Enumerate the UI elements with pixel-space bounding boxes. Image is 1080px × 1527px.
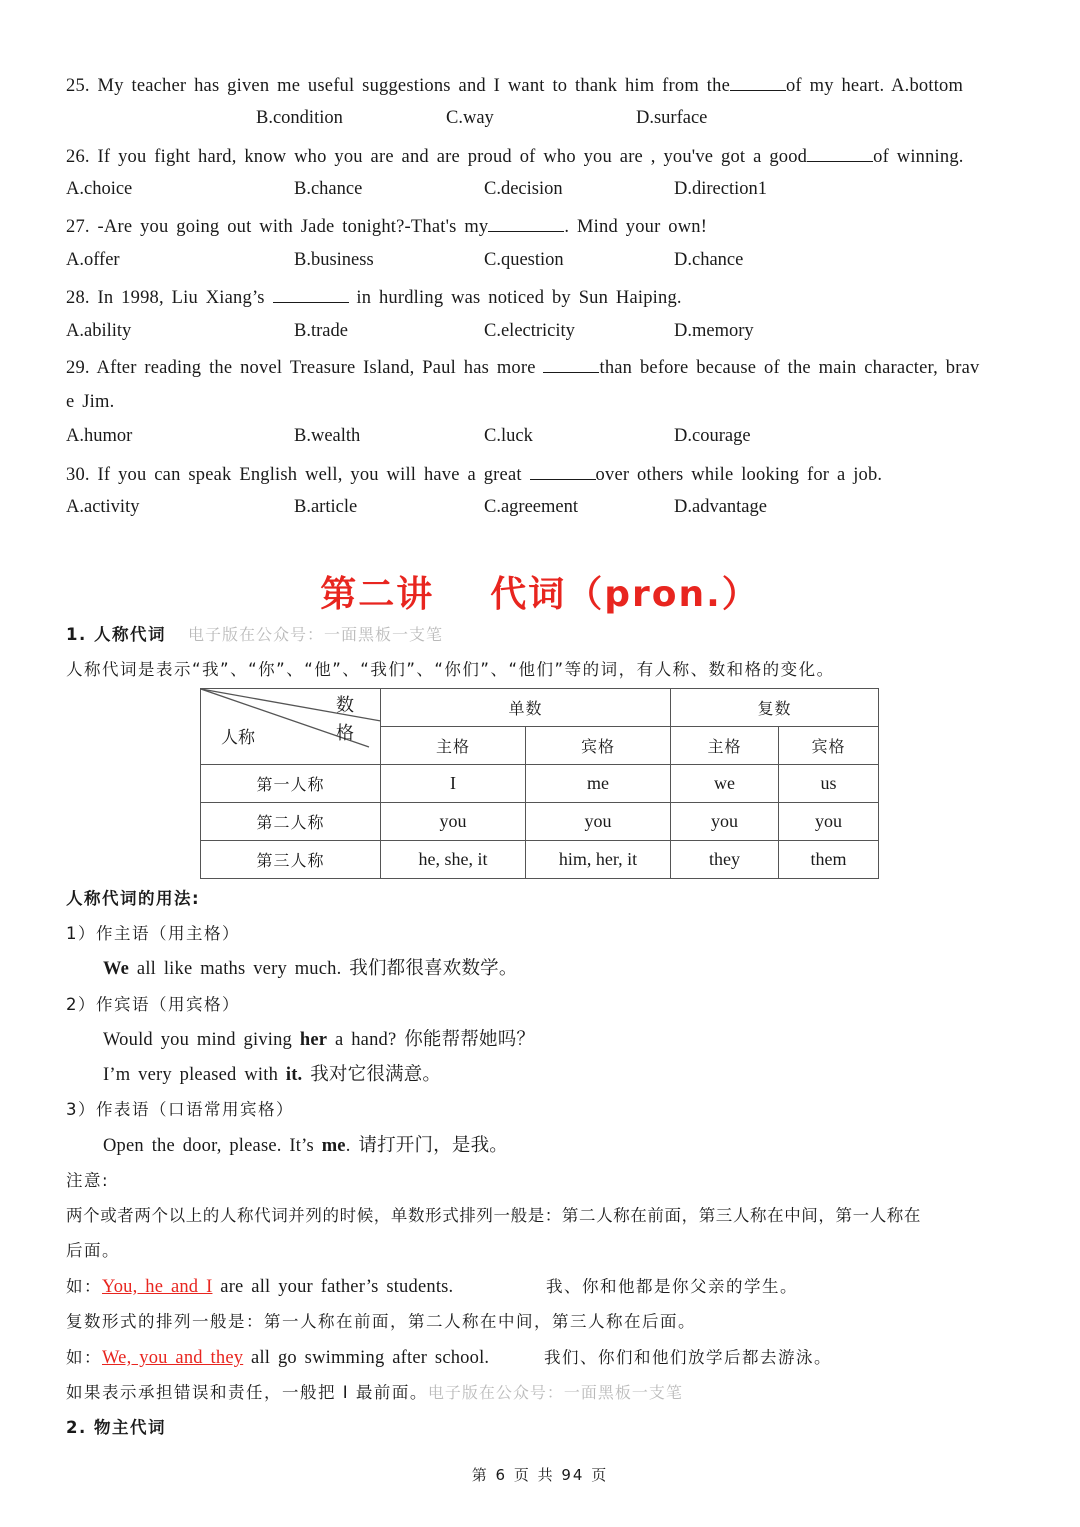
example-text: are all your father’s students. xyxy=(212,1277,454,1297)
intro-text: 人称代词是表示“我”、“你”、“他”、“我们”、“你们”、“他们”等的词，有人称、数和格的变化。 xyxy=(66,660,835,679)
table-row xyxy=(201,803,879,841)
question-text: 25. My teacher has given me useful suggestions and I want to thank him from the xyxy=(66,76,730,96)
table-cell: we xyxy=(671,765,779,803)
option-c: C.question xyxy=(484,250,564,270)
option-c: C.way xyxy=(446,108,494,128)
answer-blank xyxy=(530,462,596,480)
table-cell: us xyxy=(779,765,879,803)
option-a: A.ability xyxy=(66,321,132,341)
table-corner-header xyxy=(201,689,381,765)
option-b: B.chance xyxy=(294,179,363,199)
question-29-continued xyxy=(66,391,1020,413)
table-cell: you xyxy=(526,803,671,841)
option-b: B.wealth xyxy=(294,426,361,446)
section-intro xyxy=(66,659,1020,681)
answer-blank xyxy=(730,73,786,91)
option-d: D.advantage xyxy=(674,497,767,517)
table-cell: him, her, it xyxy=(526,841,671,879)
answer-blank xyxy=(273,285,349,303)
usage-item-1: 1）作主语（用主格） xyxy=(66,924,240,943)
chapter-heading xyxy=(0,566,1080,617)
question-28 xyxy=(66,285,1020,309)
table-cell: he, she, it xyxy=(381,841,526,879)
header-singular: 单数 xyxy=(381,689,671,727)
usage-example xyxy=(103,958,1020,980)
header-objective: 宾格 xyxy=(526,727,671,765)
header-subjective: 主格 xyxy=(381,727,526,765)
table-cell: them xyxy=(779,841,879,879)
option-c: C.agreement xyxy=(484,497,578,517)
note-example-1 xyxy=(66,1276,1020,1298)
table-cell: I xyxy=(381,765,526,803)
table-cell: you xyxy=(671,803,779,841)
page-footer: 第 6 页 共 94 页 xyxy=(471,1466,609,1484)
option-d: D.chance xyxy=(674,250,744,270)
usage-example xyxy=(103,1064,1020,1086)
question-text: 29. After reading the novel Treasure Island, Paul has more xyxy=(66,358,536,378)
example-text: a hand? 你能帮帮她吗？ xyxy=(327,1030,536,1050)
watermark-text: 电子版在公众号：一面黑板一支笔 xyxy=(427,1383,683,1402)
table-cell: you xyxy=(779,803,879,841)
note-example-2 xyxy=(66,1347,1020,1369)
question-30 xyxy=(66,462,1020,486)
watermark-text: 电子版在公众号：一面黑板一支笔 xyxy=(188,625,444,644)
example-bold: We xyxy=(103,959,130,979)
example-text: . 请打开门，是我。 xyxy=(345,1136,508,1156)
option-b: B.trade xyxy=(294,321,348,341)
highlighted-pronouns: We, you and they xyxy=(102,1348,244,1368)
example-prefix: 如： xyxy=(66,1277,102,1296)
table-cell: me xyxy=(526,765,671,803)
example-prefix: 如： xyxy=(66,1348,102,1367)
question-29 xyxy=(66,355,1020,379)
option-b: B.condition xyxy=(256,108,343,128)
question-text: . Mind your own! xyxy=(564,217,708,237)
option-a: A.choice xyxy=(66,179,133,199)
option-d: D.direction1 xyxy=(674,179,767,199)
option-b: B.business xyxy=(294,250,374,270)
highlighted-pronouns: You, he and I xyxy=(102,1277,213,1297)
option-c: C.electricity xyxy=(484,321,575,341)
header-subjective: 主格 xyxy=(671,727,779,765)
example-bold: her xyxy=(299,1030,328,1050)
header-plural: 复数 xyxy=(671,689,879,727)
table-cell: they xyxy=(671,841,779,879)
section-heading xyxy=(66,624,1020,646)
corner-label-number: 数 xyxy=(336,695,354,716)
question-30-options xyxy=(66,497,1020,519)
question-25 xyxy=(66,73,1020,97)
option-d: D.courage xyxy=(674,426,751,446)
option-d: D.memory xyxy=(674,321,754,341)
row-person: 第三人称 xyxy=(201,841,381,879)
question-text: e Jim. xyxy=(66,392,115,412)
table-row xyxy=(201,765,879,803)
question-text: of winning. xyxy=(873,147,964,167)
option-c: C.decision xyxy=(484,179,563,199)
table-cell: you xyxy=(381,803,526,841)
answer-blank xyxy=(488,214,564,232)
question-26 xyxy=(66,144,1020,168)
table-row xyxy=(201,841,879,879)
row-person: 第二人称 xyxy=(201,803,381,841)
usage-example xyxy=(103,1135,1020,1157)
option-c: C.luck xyxy=(484,426,533,446)
example-translation: 我们、你们和他们放学后都去游泳。 xyxy=(544,1348,832,1367)
option-b: B.article xyxy=(294,497,358,517)
corner-label-case: 格 xyxy=(336,723,354,744)
section-title: 2. 物主代词 xyxy=(66,1418,166,1437)
question-text: of my heart. A.bottom xyxy=(785,76,964,96)
question-text: 30. If you can speak English well, you will have a great xyxy=(66,465,522,485)
corner-label-person: 人称 xyxy=(221,728,255,748)
pronoun-table xyxy=(200,688,879,879)
example-text: Open the door, please. It’s xyxy=(103,1136,322,1156)
question-28-options xyxy=(66,321,1020,343)
answer-blank xyxy=(543,355,599,373)
note-text: 后面。 xyxy=(66,1241,120,1260)
chapter-title: 代词（pron.） xyxy=(490,574,760,615)
question-26-options xyxy=(66,179,1020,201)
question-text: over others while looking for a job. xyxy=(595,465,883,485)
example-bold: it. xyxy=(285,1065,303,1085)
question-29-options xyxy=(66,426,1020,448)
usage-item-3: 3）作表语（口语常用宾格） xyxy=(66,1100,294,1119)
question-text: 27. -Are you going out with Jade tonight?-That's my xyxy=(66,217,489,237)
note-text: 如果表示承担错误和责任，一般把 I 最前面。 xyxy=(66,1383,428,1402)
chapter-number: 第二讲 xyxy=(320,574,435,615)
question-25-options xyxy=(66,108,1020,130)
question-27-options xyxy=(66,250,1020,272)
note-text: 两个或者两个以上的人称代词并列的时候，单数形式排列一般是：第二人称在前面，第三人称在中间，第一人称在 xyxy=(66,1206,921,1225)
option-a: A.humor xyxy=(66,426,133,446)
answer-blank xyxy=(807,144,873,162)
example-text: all like maths very much. 我们都很喜欢数学。 xyxy=(129,959,518,979)
usage-title: 人称代词的用法: xyxy=(66,889,201,908)
question-text: than before because of the main character, brav xyxy=(599,358,980,378)
question-text: 28. In 1998, Liu Xiang’s xyxy=(66,288,265,308)
question-text: 26. If you fight hard, know who you are and are proud of who you are , you've got a good xyxy=(66,147,808,167)
usage-item-2: 2）作宾语（用宾格） xyxy=(66,995,240,1014)
example-translation: 我、你和他都是你父亲的学生。 xyxy=(546,1277,798,1296)
note-text: 复数形式的排列一般是：第一人称在前面，第二人称在中间，第三人称在后面。 xyxy=(66,1312,696,1331)
question-27 xyxy=(66,214,1020,238)
row-person: 第一人称 xyxy=(201,765,381,803)
option-a: A.activity xyxy=(66,497,140,517)
example-text: all go swimming after school. xyxy=(243,1348,490,1368)
example-text: Would you mind giving xyxy=(103,1030,300,1050)
note-text-3 xyxy=(66,1382,1020,1404)
question-text: in hurdling was noticed by Sun Haiping. xyxy=(356,288,682,308)
section-title: 1. 人称代词 xyxy=(66,625,166,644)
header-objective: 宾格 xyxy=(779,727,879,765)
example-text: I’m very pleased with xyxy=(103,1065,286,1085)
example-bold: me xyxy=(321,1136,346,1156)
note-label: 注意: xyxy=(66,1171,110,1190)
option-d: D.surface xyxy=(636,108,708,128)
example-text: 我对它很满意。 xyxy=(302,1065,442,1085)
usage-example xyxy=(103,1029,1020,1051)
option-a: A.offer xyxy=(66,250,120,270)
